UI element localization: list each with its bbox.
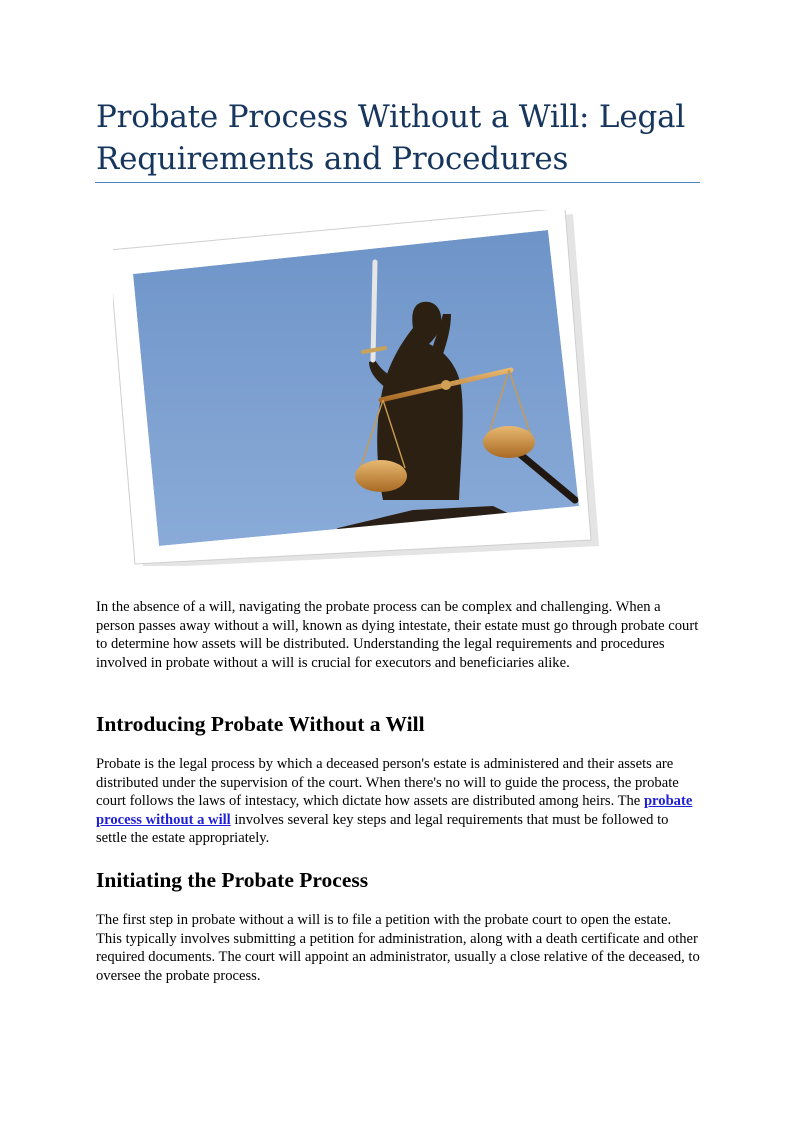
document-title: Probate Process Without a Will: Legal Requirements and Procedures (96, 99, 686, 177)
paragraph-text-before-link: Probate is the legal process by which a deceased person's estate is administered and their assets are distributed under the supervision of the court. When there's no will to guide the process, the probate court follows the laws of intestacy, which dictate how assets are distributed among heirs. The (96, 756, 679, 810)
lady-justice-photo (113, 210, 603, 566)
section-paragraph-introducing (96, 755, 700, 848)
section-heading-initiating: Initiating the Probate Process (96, 868, 369, 892)
photo-frame (113, 210, 603, 566)
section-heading-introducing: Introducing Probate Without a Will (96, 712, 425, 736)
paragraph-text-after-link: involves several key steps and legal requirements that must be followed to settle the estate appropriately. (96, 811, 669, 847)
probate-process-link[interactable]: probate process without a will (96, 793, 693, 828)
title-underline-rule (95, 182, 700, 183)
intro-paragraph: In the absence of a will, navigating the probate process can be complex and challenging. When a person passes away without a will, known as dying intestate, their estate must go through probate court to determine how assets will be distributed. Understanding the legal requirements and procedures involved in probate without a will is crucial for executors and beneficiaries alike. (96, 599, 699, 671)
section-paragraph-initiating: The first step in probate without a will is to file a petition with the probate court to open the estate. This typically involves submitting a petition for administration, along with a death certificate and other required documents. The court will appoint an administrator, usually a close relative of the deceased, to oversee the probate process. (96, 912, 700, 984)
